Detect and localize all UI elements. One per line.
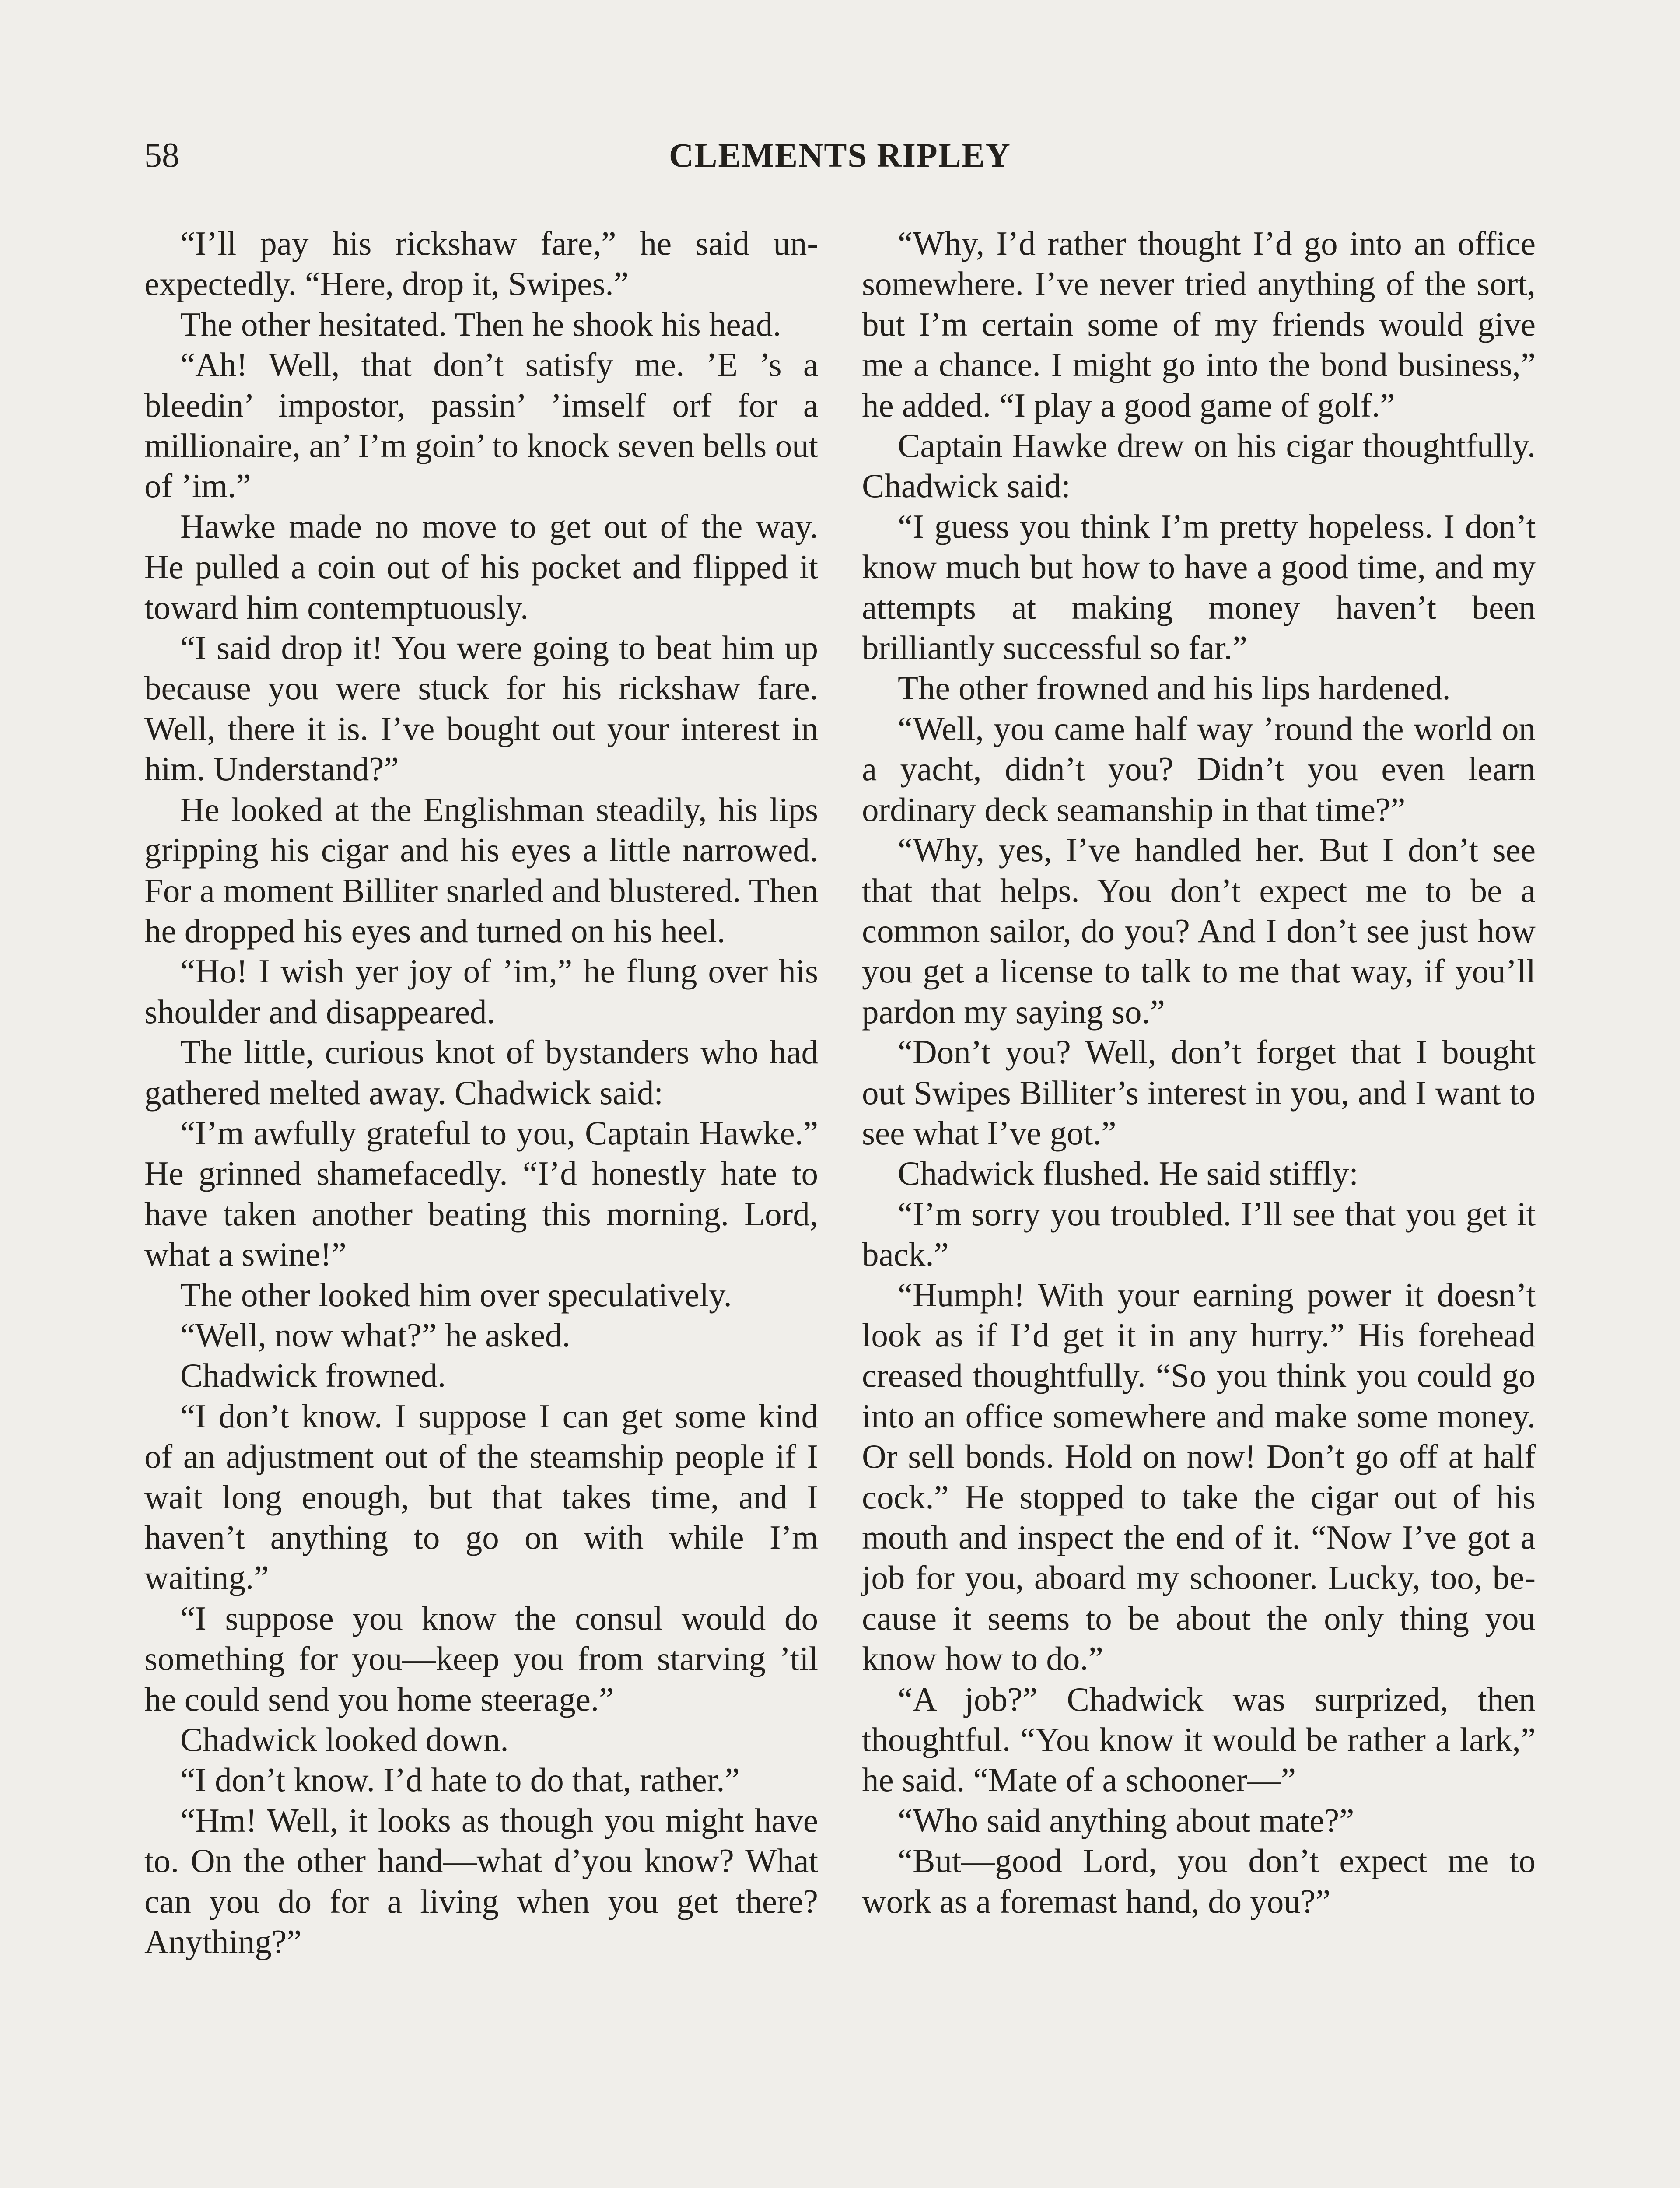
running-head: CLEMENTS RIPLEY: [669, 136, 1011, 174]
paragraph: “Ho! I wish yer joy of ’im,” he flung over his shoulder and disappeared.: [144, 952, 818, 1031]
paragraph: “Humph! With your earning power it doesn’t look as if I’d get it in any hurry.” His forehead creased thoughtfully. “So you think you could go into an office somewhere and make some money. Or sell bonds. Hold on now! Don’t go off at half cock.” He stopped to take the cigar out of his mouth and inspect the end of it. “Now I’ve got a job for you, aboard my schooner. Lucky, too, because it seems to be about the only thing you know how to do.”: [862, 1276, 1536, 1678]
paragraph: “I don’t know. I’d hate to do that, rather.”: [180, 1761, 740, 1799]
paragraph: Chadwick looked down.: [180, 1721, 509, 1759]
page-number: 58: [144, 136, 179, 175]
paragraph: “Why, yes, I’ve handled her. But I don’t see that that helps. You don’t expect me to be a common sailor, do you? And I don’t see just how you get a license to talk to me that way, if you’ll pardon my saying so.”: [862, 831, 1536, 1031]
paragraph: “Well, you came half way ’round the world on a yacht, didn’t you? Didn’t you even learn ordinary deck seamanship in that time?”: [862, 709, 1536, 828]
paragraph: “Who said anything about mate?”: [898, 1801, 1354, 1839]
paragraph: “Ah! Well, that don’t satisfy me. ’E ’s a bleedin’ impostor, passin’ ’imself orf for a millionaire, an’ I’m goin’ to knock seven bells out of ’im.”: [144, 346, 818, 505]
paragraph: Chadwick frowned.: [180, 1357, 446, 1395]
paragraph: “Well, now what?” he asked.: [180, 1316, 570, 1354]
paragraph: “I’m awfully grateful to you, Captain Hawke.” He grinned shamefacedly. “I’d honestly hate to have taken another beating this morning. Lord, what a swine!”: [144, 1114, 818, 1273]
paragraph: The little, curious knot of bystanders who had gathered melted away. Chadwick said:: [144, 1033, 818, 1112]
paragraph: The other hesitated. Then he shook his head.: [180, 305, 781, 343]
paragraph: The other looked him over speculatively.: [180, 1276, 732, 1314]
paragraph: “I’ll pay his rickshaw fare,” he said unexpectedly. “Here, drop it, Swipes.”: [144, 224, 818, 303]
paragraph: Chadwick flushed. He said stiffly:: [898, 1154, 1358, 1192]
paragraph: “Hm! Well, it looks as though you might have to. On the other hand—what d’you know? What can you do for a living when you get there? Anything?”: [144, 1801, 818, 1961]
paragraph: “I’m sorry you troubled. I’ll see that you get it back.”: [862, 1195, 1536, 1273]
paragraph: He looked at the Englishman steadily, his lips gripping his cigar and his eyes a little narrowed. For a moment Billiter snarled and blustered. Then he dropped his eyes and turned on his heel.: [144, 790, 818, 950]
paragraph: “I don’t know. I suppose I can get some kind of an adjustment out of the steamship people if I wait long enough, but that takes time, and I haven’t anything to go on with while I’m waiting.”: [144, 1397, 818, 1597]
right-column: [862, 223, 1536, 1922]
paragraph: “I said drop it! You were going to beat him up because you were stuck for his rickshaw fare. Well, there it is. I’ve bought out your interest in him. Understand?”: [144, 629, 818, 788]
paragraph: “Don’t you? Well, don’t forget that I bought out Swipes Billiter’s interest in you, and I want to see what I’ve got.”: [862, 1033, 1536, 1152]
paragraph: “A job?” Chadwick was surprized, then thoughtful. “You know it would be rather a lark,” he said. “Mate of a schooner—”: [862, 1680, 1536, 1799]
paragraph: Hawke made no move to get out of the way. He pulled a coin out of his pocket and flipped it toward him contemptuously.: [144, 507, 818, 626]
page-header: [144, 131, 1536, 179]
paragraph: Captain Hawke drew on his cigar thoughtfully. Chadwick said:: [862, 427, 1536, 505]
paragraph: “I suppose you know the consul would do something for you—keep you from starving ’til he could send you home steerage.”: [144, 1599, 818, 1718]
paragraph: “I guess you think I’m pretty hopeless. I don’t know much but how to have a good time, and my attempts at making money haven’t been brilliantly successful so far.”: [862, 507, 1536, 667]
paragraph: “But—good Lord, you don’t expect me to work as a foremast hand, do you?”: [862, 1842, 1536, 1920]
paragraph: “Why, I’d rather thought I’d go into an office somewhere. I’ve never tried anything of the sort, but I’m certain some of my friends would give me a chance. I might go into the bond business,” he added. “I play a good game of golf.”: [862, 224, 1536, 424]
paragraph: The other frowned and his lips hardened.: [898, 669, 1451, 707]
left-column: [144, 223, 818, 1962]
